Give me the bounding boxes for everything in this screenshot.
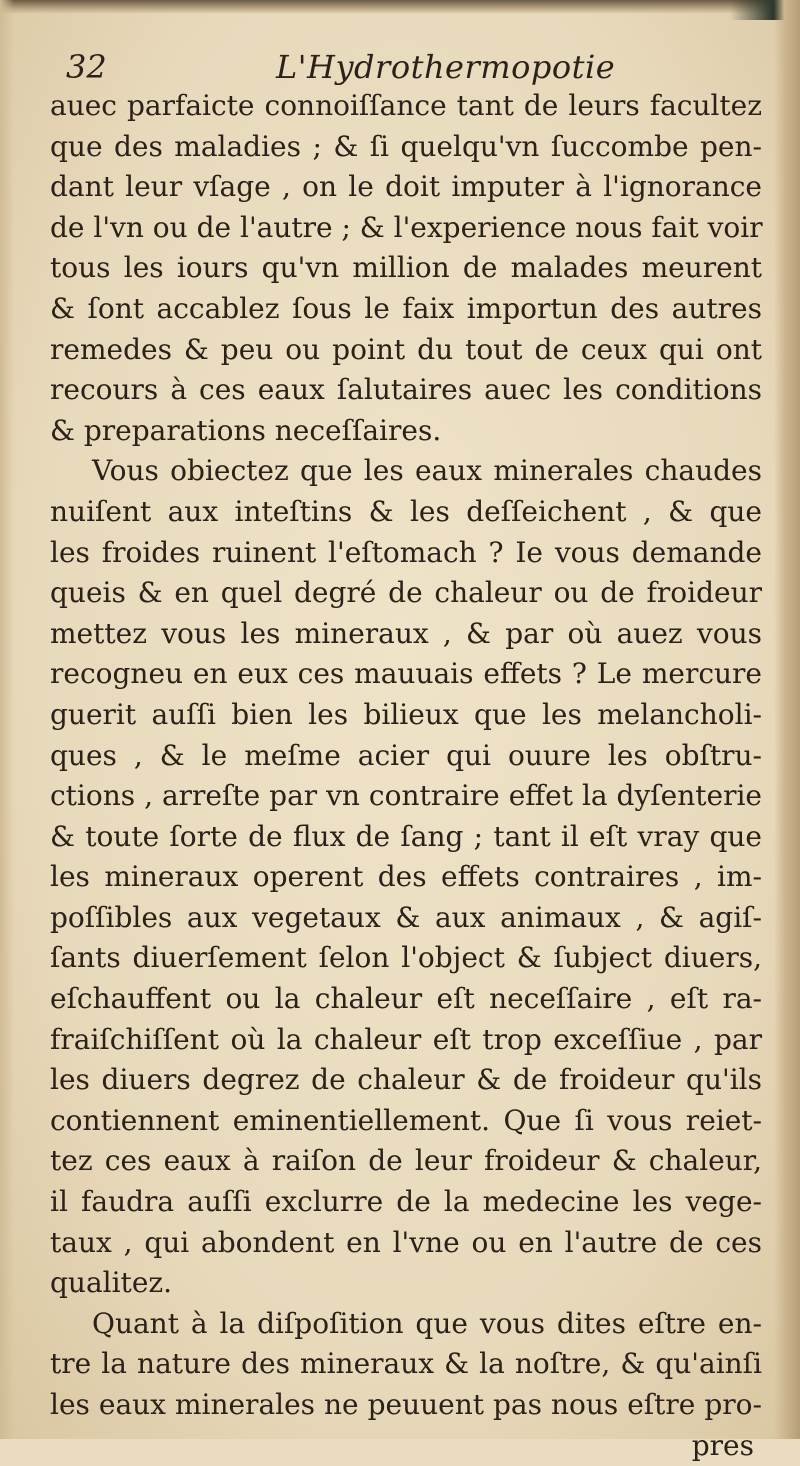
text-line: taux , qui abondent en l'vne ou en l'autre de ces (50, 1225, 762, 1259)
text-line: qualitez. (50, 1266, 173, 1300)
text-line: ques , & le meſme acier qui ouure les obſtru- (50, 738, 762, 772)
text-line: ſants diuerſement ſelon l'object & ſubject diuers, (50, 941, 762, 975)
text-line: guerit auſſi bien les bilieux que les melancholi- (50, 697, 762, 731)
text-line: contiennent eminentiellement. Que ſi vous reiet- (50, 1103, 762, 1137)
text-line: nuiſent aux inteſtins & les deſſeichent , & que (50, 494, 762, 528)
text-line: Vous obiectez que les eaux minerales chaudes (92, 454, 762, 488)
text-line: les mineraux operent des effets contraires , im- (50, 860, 762, 894)
running-title: L'Hydrothermopotie (276, 48, 616, 86)
text-line: recours à ces eaux ſalutaires auec les conditions (50, 373, 762, 407)
page-number: 32 (66, 48, 107, 86)
text-line: & preparations neceſſaires. (50, 413, 442, 447)
text-line: tez ces eaux à raiſon de leur froideur & chaleur, (50, 1144, 762, 1178)
text-line: ctions , arreſte par vn contraire effet la dyſenterie (50, 779, 762, 813)
text-block (50, 86, 762, 1466)
text-line: dant leur vſage , on le doit imputer à l'ignorance (50, 170, 762, 204)
page-top-edge (0, 0, 800, 14)
text-line: fraiſchiſſent où la chaleur eſt trop exceſſiue , par (50, 1022, 762, 1056)
text-line: les froides ruinent l'eſtomach ? Ie vous demande (50, 535, 762, 569)
text-line: poſſibles aux vegetaux & aux animaux , & agiſ- (50, 900, 762, 934)
text-line: auec parfaicte connoiſſance tant de leurs facultez (50, 89, 762, 122)
text-line: eſchauffent ou la chaleur eſt neceſſaire , eſt ra- (50, 982, 762, 1016)
text-line: remedes & peu ou point du tout de ceux qui ont (50, 332, 762, 366)
text-line: tous les iours qu'vn million de malades meurent (50, 251, 762, 285)
text-line: queis & en quel degré de chaleur ou de froideur (50, 576, 762, 610)
page-spine-shadow (774, 0, 800, 1439)
text-line: & ſont accablez ſous le faix importun des autres (50, 291, 762, 325)
text-line: mettez vous les mineraux , & par où auez vous (50, 616, 762, 650)
page-left-edge (0, 0, 14, 1439)
text-line: que des maladies ; & ſi quelqu'vn ſuccombe pen- (50, 129, 762, 163)
text-line: recogneu en eux ces mauuais effets ? Le mercure (50, 657, 762, 691)
catchword: pres (691, 1428, 754, 1462)
text-line: il faudra auſſi exclurre de la medecine les vege- (50, 1185, 762, 1219)
text-line: de l'vn ou de l'autre ; & l'experience nous fait voir (50, 210, 763, 244)
text-line: & toute ſorte de flux de ſang ; tant il eſt vray que (50, 819, 762, 853)
text-line: tre la nature des mineraux & la noſtre, & qu'ainſi (50, 1347, 762, 1381)
text-line: les eaux minerales ne peuuent pas nous eſtre pro- (50, 1388, 762, 1421)
text-line: Quant à la diſpoſition que vous dites eſtre en- (92, 1306, 762, 1340)
text-line: les diuers degrez de chaleur & de froideur qu'ils (50, 1063, 762, 1097)
